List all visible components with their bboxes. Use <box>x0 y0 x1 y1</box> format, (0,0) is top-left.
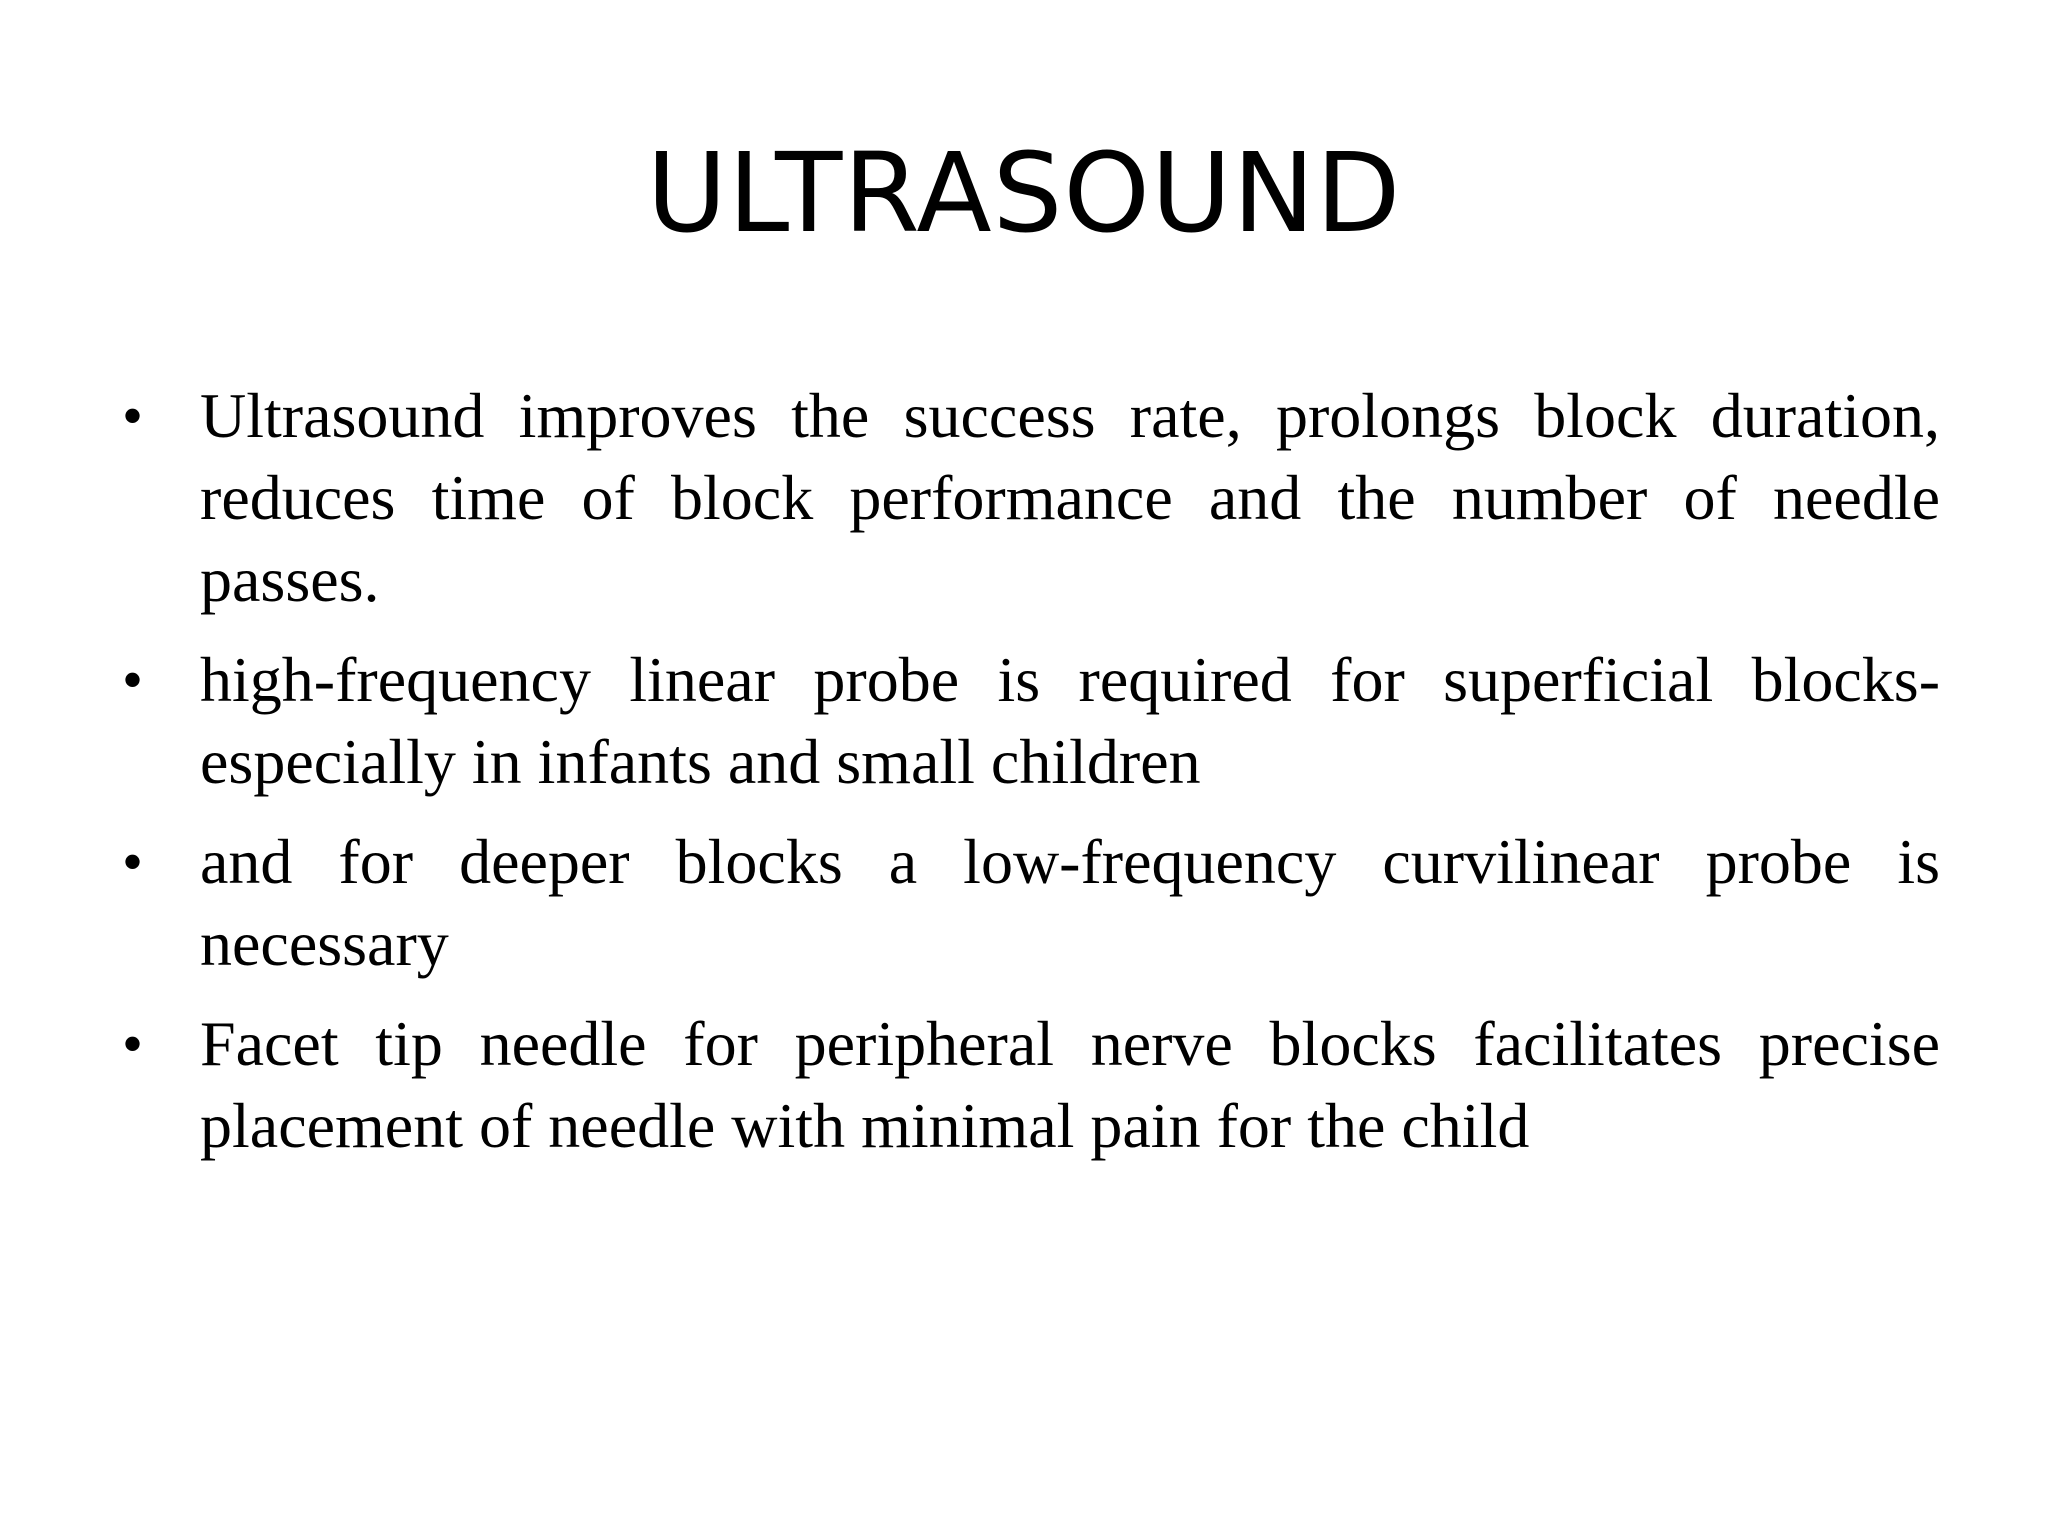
bullet-item <box>122 639 1940 803</box>
bullet-text: Facet tip needle for peripheral nerve blocks facilitates precise placement of needle with minimal pain for the child <box>200 1008 1940 1161</box>
bullet-item <box>122 375 1940 621</box>
bullet-text: Ultrasound improves the success rate, prolongs block duration, reduces time of block performance and the number of needle passes. <box>200 380 1940 615</box>
bullet-text: high-frequency linear probe is required for superficial blocks-especially in infants and small children <box>200 644 1940 797</box>
bullet-dot-icon: • <box>122 383 144 449</box>
bullet-text: and for deeper blocks a low-frequency curvilinear probe is necessary <box>200 826 1940 979</box>
bullet-dot-icon: • <box>122 1011 144 1077</box>
bullet-item <box>122 821 1940 985</box>
bullet-dot-icon: • <box>122 829 144 895</box>
bullet-dot-icon: • <box>122 647 144 713</box>
bullet-list <box>122 375 1940 1185</box>
slide-title: ULTRASOUND <box>646 129 1402 257</box>
bullet-item <box>122 1003 1940 1167</box>
